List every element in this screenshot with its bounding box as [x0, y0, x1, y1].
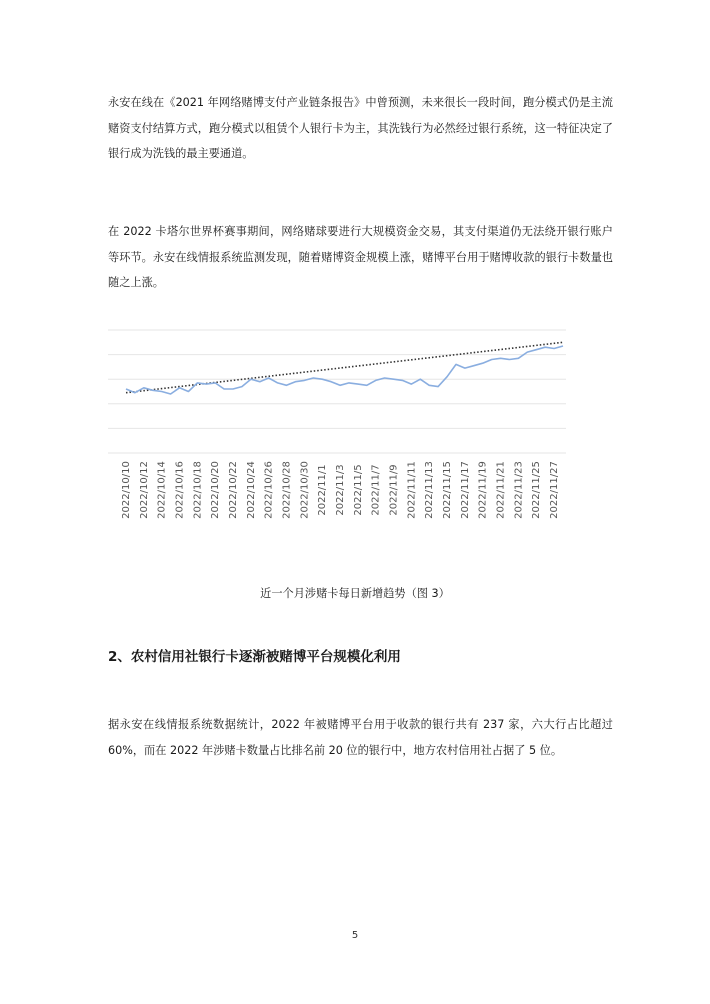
paragraph-payment-report: 永安在线在《2021 年网络赌博支付产业链条报告》中曾预测，未来很长一段时间，跑分模式仍是主流赌资支付结算方式，跑分模式以租赁个人银行卡为主，其洗钱行为必然经过银行系统，这一特征决定了银行成为洗钱的最主要通道。	[108, 96, 613, 160]
x-tick-label: 2022/10/28	[281, 461, 293, 519]
page-number: 5	[351, 930, 359, 941]
x-tick-label: 2022/10/22	[228, 461, 240, 519]
x-tick-label: 2022/11/19	[477, 461, 489, 519]
series-line	[126, 346, 563, 394]
x-tick-label: 2022/11/9	[388, 464, 400, 516]
paragraph-world-cup: 在 2022 卡塔尔世界杯赛事期间，网络赌球要进行大规模资金交易，其支付渠道仍无法绕开银行账户等环节。永安在线情报系统监测发现，随着赌博资金规模上涨，赌博平台用于赌博收款的银行卡数量也随之上涨。	[108, 225, 613, 289]
x-tick-label: 2022/10/16	[174, 461, 186, 519]
trend-chart	[108, 318, 578, 563]
trend-line	[126, 342, 563, 392]
x-tick-label: 2022/11/15	[442, 461, 454, 519]
x-tick-label: 2022/10/26	[263, 461, 275, 519]
x-tick-label: 2022/10/10	[121, 461, 132, 519]
x-tick-label: 2022/11/5	[352, 464, 364, 516]
x-tick-label: 2022/10/20	[210, 461, 222, 519]
x-tick-label: 2022/11/3	[335, 464, 347, 516]
x-tick-label: 2022/10/24	[245, 461, 257, 519]
figure-caption: 近一个月涉赌卡每日新增趋势（图 3）	[260, 587, 450, 600]
paragraph-bank-statistics: 据永安在线情报系统数据统计，2022 年被赌博平台用于收款的银行共有 237 家，六大行占比超过 60%，而在 2022 年涉赌卡数量占比排名前 20 位的银行中，地方农村信用社占据了 5 位。	[108, 718, 613, 757]
x-tick-label: 2022/11/21	[495, 461, 507, 519]
x-tick-label: 2022/11/23	[513, 461, 525, 519]
trend-chart-svg	[108, 318, 578, 563]
x-tick-label: 2022/11/27	[549, 461, 561, 519]
x-tick-label: 2022/10/18	[192, 461, 204, 519]
x-tick-label: 2022/10/30	[299, 461, 311, 519]
x-tick-label: 2022/11/25	[531, 461, 543, 519]
x-tick-label: 2022/11/17	[459, 461, 471, 519]
x-tick-label: 2022/11/13	[424, 461, 436, 519]
x-tick-label: 2022/11/7	[370, 464, 382, 516]
section-heading: 2、农村信用社银行卡逐渐被赌博平台规模化利用	[108, 649, 401, 665]
x-tick-label: 2022/11/1	[317, 464, 329, 516]
x-tick-label: 2022/11/11	[406, 461, 418, 519]
x-tick-label: 2022/10/14	[156, 461, 168, 519]
x-tick-label: 2022/10/12	[138, 461, 150, 519]
